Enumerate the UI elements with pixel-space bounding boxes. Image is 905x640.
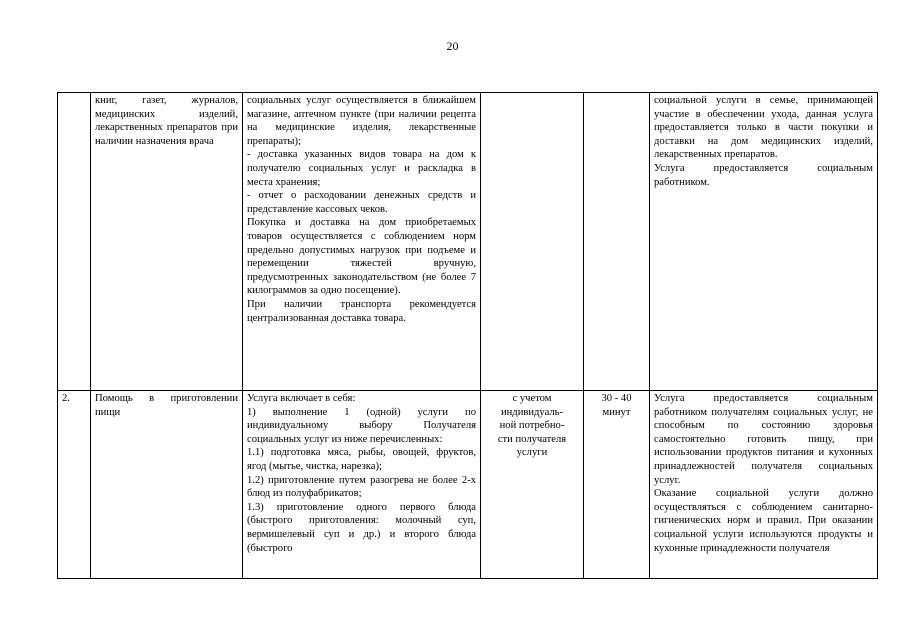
paragraph: социальной услуги в семье, принимающей участие в обеспечении ухода, данная услуга предоставляется только в части покупки и доставки на дом медицинских изделий, лекарственных препаратов. (654, 95, 873, 161)
services-table (57, 92, 878, 579)
volume-line: ной потребно- (499, 420, 565, 432)
paragraph: книг, газет, журналов, медицинских изделий, лекарственных препаратов при наличии назначения врача (95, 95, 238, 147)
cell-service-name (91, 391, 243, 579)
cell-service-content (243, 93, 481, 391)
cell-service-name (91, 93, 243, 391)
volume-line: с учетом (512, 393, 552, 404)
cell-volume (481, 391, 584, 579)
paragraph: 1.1) подготовка мяса, рыбы, овощей, фруктов, ягод (мытье, чистка, нарезка); (247, 447, 476, 472)
paragraph: Услуга предоставляется социальным работником получателям социальных услуг, не способным по состоянию здоровья самостоятельно готовить пищу, при использовании продуктов питания и кухонных принадлежностей получателя социальных услуг. (654, 393, 873, 486)
paragraph: Услуга предоставляется социальным работником. (654, 162, 873, 188)
paragraph: При наличии транспорта рекомендуется централизованная доставка товара. (247, 298, 476, 324)
paragraph: 1.3) приготовление одного первого блюда (быстрого приготовления: молочный суп, вермишелевый суп и др.) и второго блюда (быстрого (247, 501, 476, 554)
table-row (58, 93, 878, 391)
volume-line: услуги (516, 447, 548, 459)
volume-line: сти получателя (497, 433, 567, 445)
page-number: 20 (446, 39, 459, 53)
paragraph: 1) выполнение 1 (одной) услуги по индивидуальному выбору Получателя социальных услуг из ниже перечисленных: (247, 406, 476, 445)
cell-time: 30 - 40 минут (584, 391, 650, 579)
table-row (58, 391, 878, 579)
cell-number: 2. (58, 391, 91, 579)
paragraph: - доставка указанных видов товара на дом к получателю социальных услуг и раскладка в места хранения; (247, 149, 476, 188)
paragraph: Помощь в приготовлении пищи (95, 393, 238, 418)
volume-line: индивидуаль- (500, 406, 564, 418)
paragraph: Покупка и доставка на дом приобретаемых товаров осуществляется с соблюдением норм предельно допустимых нагрузок при подъеме и перемещении тяжестей вручную, предусмотренных законодательством (не более 7 килограммов за одно посещение). (247, 217, 476, 297)
cell-number (58, 93, 91, 391)
cell-conditions (650, 93, 878, 391)
cell-service-content (243, 391, 481, 579)
paragraph: - отчет о расходовании денежных средств и представление кассовых чеков. (247, 190, 476, 215)
paragraph: Услуга включает в себя: (247, 393, 356, 404)
paragraph: 1.2) приготовление путем разогрева не более 2-х блюд из полуфабрикатов; (247, 474, 476, 500)
paragraph: социальных услуг осуществляется в ближайшем магазине, аптечном пункте (при наличии рецепта на медицинские изделия, лекарственные препараты); (247, 95, 476, 147)
cell-volume (481, 93, 584, 391)
paragraph: Оказание социальной услуги должно осуществляться с соблюдением санитарно-гигиенических норм и правил. При оказании социальной услуги используются продукты и кухонные принадлежности получателя (654, 488, 873, 554)
cell-time (584, 93, 650, 391)
cell-conditions (650, 391, 878, 579)
